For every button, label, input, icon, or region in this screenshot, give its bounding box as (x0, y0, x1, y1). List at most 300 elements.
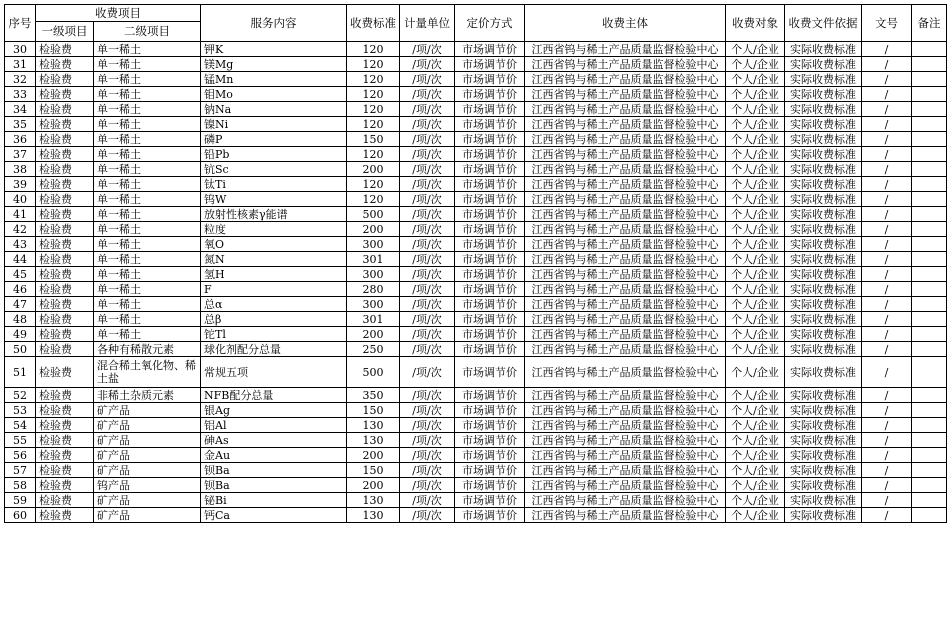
cell-doc-no: / (862, 267, 912, 282)
cell-basis: 实际收费标准 (785, 117, 862, 132)
table-row (5, 282, 947, 297)
cell-standard: 130 (347, 418, 400, 433)
cell-level2: 各种有稀散元素 (94, 342, 201, 357)
cell-level2: 单一稀土 (94, 282, 201, 297)
cell-level2: 单一稀土 (94, 252, 201, 267)
cell-standard: 150 (347, 463, 400, 478)
cell-level2: 钨产品 (94, 478, 201, 493)
table-row (5, 237, 947, 252)
cell-service: 常规五项 (201, 357, 347, 388)
cell-basis: 实际收费标准 (785, 132, 862, 147)
cell-standard: 120 (347, 192, 400, 207)
cell-standard: 300 (347, 297, 400, 312)
cell-seq: 31 (5, 57, 36, 72)
cell-level2: 矿产品 (94, 403, 201, 418)
cell-remark (912, 418, 947, 433)
cell-unit: /项/次 (400, 297, 455, 312)
cell-seq: 51 (5, 357, 36, 388)
table-row (5, 297, 947, 312)
cell-subject: 江西省钨与稀土产品质量监督检验中心 (525, 508, 726, 523)
cell-level2: 单一稀土 (94, 297, 201, 312)
cell-pricing: 市场调节价 (455, 162, 525, 177)
cell-standard: 500 (347, 207, 400, 222)
cell-unit: /项/次 (400, 463, 455, 478)
cell-unit: /项/次 (400, 177, 455, 192)
cell-service: 总β (201, 312, 347, 327)
cell-level2: 混合稀土氧化物、稀土盐 (94, 357, 201, 388)
cell-level2: 单一稀土 (94, 192, 201, 207)
cell-remark (912, 342, 947, 357)
cell-service: 钾K (201, 42, 347, 57)
cell-subject: 江西省钨与稀土产品质量监督检验中心 (525, 72, 726, 87)
cell-seq: 50 (5, 342, 36, 357)
cell-service: 砷As (201, 433, 347, 448)
table-row (5, 433, 947, 448)
cell-remark (912, 87, 947, 102)
cell-target: 个人/企业 (726, 222, 785, 237)
cell-target: 个人/企业 (726, 177, 785, 192)
cell-basis: 实际收费标准 (785, 478, 862, 493)
cell-seq: 48 (5, 312, 36, 327)
cell-pricing: 市场调节价 (455, 57, 525, 72)
cell-remark (912, 72, 947, 87)
cell-subject: 江西省钨与稀土产品质量监督检验中心 (525, 222, 726, 237)
cell-service: 铋Bi (201, 493, 347, 508)
cell-subject: 江西省钨与稀土产品质量监督检验中心 (525, 57, 726, 72)
cell-unit: /项/次 (400, 252, 455, 267)
cell-subject: 江西省钨与稀土产品质量监督检验中心 (525, 132, 726, 147)
cell-level2: 矿产品 (94, 433, 201, 448)
cell-pricing: 市场调节价 (455, 312, 525, 327)
table-row (5, 463, 947, 478)
cell-service: 粒度 (201, 222, 347, 237)
cell-unit: /项/次 (400, 57, 455, 72)
cell-unit: /项/次 (400, 493, 455, 508)
cell-standard: 130 (347, 508, 400, 523)
cell-subject: 江西省钨与稀土产品质量监督检验中心 (525, 117, 726, 132)
cell-subject: 江西省钨与稀土产品质量监督检验中心 (525, 42, 726, 57)
cell-basis: 实际收费标准 (785, 312, 862, 327)
cell-level1: 检验费 (36, 162, 94, 177)
cell-remark (912, 388, 947, 403)
cell-remark (912, 403, 947, 418)
cell-remark (912, 357, 947, 388)
cell-subject: 江西省钨与稀土产品质量监督检验中心 (525, 192, 726, 207)
cell-standard: 300 (347, 237, 400, 252)
cell-unit: /项/次 (400, 433, 455, 448)
cell-target: 个人/企业 (726, 102, 785, 117)
cell-service: 铝Al (201, 418, 347, 433)
cell-subject: 江西省钨与稀土产品质量监督检验中心 (525, 342, 726, 357)
cell-service: 钡Ba (201, 478, 347, 493)
cell-level1: 检验费 (36, 493, 94, 508)
cell-service: 钡Ba (201, 463, 347, 478)
table-row (5, 207, 947, 222)
cell-level1: 检验费 (36, 312, 94, 327)
cell-doc-no: / (862, 448, 912, 463)
cell-remark (912, 207, 947, 222)
cell-standard: 120 (347, 177, 400, 192)
cell-seq: 45 (5, 267, 36, 282)
cell-level2: 单一稀土 (94, 327, 201, 342)
cell-target: 个人/企业 (726, 342, 785, 357)
table-row (5, 493, 947, 508)
cell-level1: 检验费 (36, 117, 94, 132)
cell-service: 镍Ni (201, 117, 347, 132)
cell-unit: /项/次 (400, 478, 455, 493)
table-row (5, 147, 947, 162)
cell-target: 个人/企业 (726, 267, 785, 282)
cell-target: 个人/企业 (726, 463, 785, 478)
cell-level2: 单一稀土 (94, 222, 201, 237)
cell-standard: 150 (347, 403, 400, 418)
cell-doc-no: / (862, 72, 912, 87)
cell-subject: 江西省钨与稀土产品质量监督检验中心 (525, 463, 726, 478)
cell-doc-no: / (862, 282, 912, 297)
cell-doc-no: / (862, 237, 912, 252)
cell-basis: 实际收费标准 (785, 297, 862, 312)
table-row (5, 192, 947, 207)
cell-level2: 单一稀土 (94, 147, 201, 162)
cell-service: 钠Na (201, 102, 347, 117)
cell-seq: 33 (5, 87, 36, 102)
cell-doc-no: / (862, 297, 912, 312)
cell-basis: 实际收费标准 (785, 207, 862, 222)
cell-basis: 实际收费标准 (785, 177, 862, 192)
cell-seq: 30 (5, 42, 36, 57)
fee-table (4, 4, 947, 523)
cell-service: 钨W (201, 192, 347, 207)
header-service: 服务内容 (201, 5, 347, 42)
cell-standard: 120 (347, 57, 400, 72)
cell-service: NFB配分总量 (201, 388, 347, 403)
cell-level2: 单一稀土 (94, 312, 201, 327)
header-level2: 二级项目 (94, 22, 201, 42)
cell-basis: 实际收费标准 (785, 388, 862, 403)
cell-seq: 57 (5, 463, 36, 478)
table-row (5, 357, 947, 388)
cell-remark (912, 297, 947, 312)
cell-subject: 江西省钨与稀土产品质量监督检验中心 (525, 237, 726, 252)
cell-level2: 矿产品 (94, 493, 201, 508)
cell-remark (912, 508, 947, 523)
cell-remark (912, 493, 947, 508)
cell-level1: 检验费 (36, 448, 94, 463)
cell-level2: 单一稀土 (94, 162, 201, 177)
cell-standard: 280 (347, 282, 400, 297)
cell-level1: 检验费 (36, 418, 94, 433)
cell-level2: 单一稀土 (94, 267, 201, 282)
cell-basis: 实际收费标准 (785, 493, 862, 508)
cell-service: 氢H (201, 267, 347, 282)
cell-standard: 130 (347, 433, 400, 448)
cell-service: 钛Ti (201, 177, 347, 192)
cell-doc-no: / (862, 388, 912, 403)
cell-unit: /项/次 (400, 418, 455, 433)
cell-standard: 200 (347, 478, 400, 493)
cell-level1: 检验费 (36, 207, 94, 222)
cell-standard: 200 (347, 448, 400, 463)
cell-doc-no: / (862, 403, 912, 418)
cell-pricing: 市场调节价 (455, 327, 525, 342)
cell-subject: 江西省钨与稀土产品质量监督检验中心 (525, 267, 726, 282)
header-target: 收费对象 (726, 5, 785, 42)
cell-basis: 实际收费标准 (785, 463, 862, 478)
cell-target: 个人/企业 (726, 282, 785, 297)
cell-seq: 47 (5, 297, 36, 312)
cell-unit: /项/次 (400, 327, 455, 342)
cell-remark (912, 192, 947, 207)
table-row (5, 342, 947, 357)
cell-target: 个人/企业 (726, 433, 785, 448)
cell-seq: 52 (5, 388, 36, 403)
cell-basis: 实际收费标准 (785, 327, 862, 342)
cell-level1: 检验费 (36, 222, 94, 237)
cell-doc-no: / (862, 433, 912, 448)
cell-unit: /项/次 (400, 312, 455, 327)
cell-pricing: 市场调节价 (455, 132, 525, 147)
cell-target: 个人/企业 (726, 252, 785, 267)
cell-standard: 120 (347, 117, 400, 132)
cell-standard: 120 (347, 102, 400, 117)
cell-level2: 单一稀土 (94, 102, 201, 117)
cell-target: 个人/企业 (726, 147, 785, 162)
cell-service: 氮N (201, 252, 347, 267)
cell-standard: 120 (347, 42, 400, 57)
cell-level1: 检验费 (36, 297, 94, 312)
cell-doc-no: / (862, 147, 912, 162)
cell-basis: 实际收费标准 (785, 57, 862, 72)
cell-doc-no: / (862, 57, 912, 72)
cell-standard: 300 (347, 267, 400, 282)
cell-doc-no: / (862, 102, 912, 117)
table-row (5, 87, 947, 102)
table-row (5, 57, 947, 72)
cell-subject: 江西省钨与稀土产品质量监督检验中心 (525, 418, 726, 433)
cell-level1: 检验费 (36, 433, 94, 448)
cell-pricing: 市场调节价 (455, 282, 525, 297)
cell-level1: 检验费 (36, 508, 94, 523)
cell-doc-no: / (862, 162, 912, 177)
cell-level2: 单一稀土 (94, 72, 201, 87)
cell-level2: 矿产品 (94, 508, 201, 523)
cell-basis: 实际收费标准 (785, 403, 862, 418)
cell-level1: 检验费 (36, 403, 94, 418)
cell-level1: 检验费 (36, 147, 94, 162)
cell-seq: 58 (5, 478, 36, 493)
cell-remark (912, 478, 947, 493)
cell-seq: 49 (5, 327, 36, 342)
cell-subject: 江西省钨与稀土产品质量监督检验中心 (525, 357, 726, 388)
cell-service: 钪Sc (201, 162, 347, 177)
cell-basis: 实际收费标准 (785, 342, 862, 357)
cell-target: 个人/企业 (726, 357, 785, 388)
cell-remark (912, 162, 947, 177)
cell-seq: 46 (5, 282, 36, 297)
cell-remark (912, 102, 947, 117)
cell-service: 放射性核素γ能谱 (201, 207, 347, 222)
cell-level2: 单一稀土 (94, 132, 201, 147)
cell-subject: 江西省钨与稀土产品质量监督检验中心 (525, 297, 726, 312)
header-pricing: 定价方式 (455, 5, 525, 42)
cell-service: 磷P (201, 132, 347, 147)
cell-seq: 44 (5, 252, 36, 267)
table-row (5, 132, 947, 147)
table-row (5, 508, 947, 523)
cell-pricing: 市场调节价 (455, 388, 525, 403)
cell-subject: 江西省钨与稀土产品质量监督检验中心 (525, 478, 726, 493)
cell-level2: 单一稀土 (94, 87, 201, 102)
cell-seq: 37 (5, 147, 36, 162)
cell-seq: 40 (5, 192, 36, 207)
cell-pricing: 市场调节价 (455, 493, 525, 508)
cell-remark (912, 177, 947, 192)
cell-basis: 实际收费标准 (785, 418, 862, 433)
cell-target: 个人/企业 (726, 87, 785, 102)
cell-target: 个人/企业 (726, 72, 785, 87)
cell-basis: 实际收费标准 (785, 237, 862, 252)
cell-standard: 150 (347, 132, 400, 147)
cell-target: 个人/企业 (726, 132, 785, 147)
cell-level1: 检验费 (36, 267, 94, 282)
cell-remark (912, 132, 947, 147)
cell-level1: 检验费 (36, 132, 94, 147)
cell-basis: 实际收费标准 (785, 508, 862, 523)
cell-pricing: 市场调节价 (455, 508, 525, 523)
table-row (5, 448, 947, 463)
cell-level2: 单一稀土 (94, 117, 201, 132)
cell-basis: 实际收费标准 (785, 282, 862, 297)
cell-target: 个人/企业 (726, 42, 785, 57)
cell-target: 个人/企业 (726, 237, 785, 252)
cell-subject: 江西省钨与稀土产品质量监督检验中心 (525, 448, 726, 463)
cell-doc-no: / (862, 342, 912, 357)
cell-pricing: 市场调节价 (455, 87, 525, 102)
cell-basis: 实际收费标准 (785, 448, 862, 463)
cell-standard: 301 (347, 312, 400, 327)
table-row (5, 418, 947, 433)
cell-service: 氧O (201, 237, 347, 252)
cell-service: F (201, 282, 347, 297)
cell-pricing: 市场调节价 (455, 42, 525, 57)
cell-service: 金Au (201, 448, 347, 463)
header-remark: 备注 (912, 5, 947, 42)
cell-unit: /项/次 (400, 448, 455, 463)
table-row (5, 312, 947, 327)
cell-level1: 检验费 (36, 237, 94, 252)
cell-remark (912, 117, 947, 132)
cell-target: 个人/企业 (726, 388, 785, 403)
cell-seq: 36 (5, 132, 36, 147)
cell-remark (912, 252, 947, 267)
cell-pricing: 市场调节价 (455, 117, 525, 132)
cell-service: 球化剂配分总量 (201, 342, 347, 357)
cell-level1: 检验费 (36, 72, 94, 87)
cell-basis: 实际收费标准 (785, 72, 862, 87)
cell-unit: /项/次 (400, 237, 455, 252)
cell-target: 个人/企业 (726, 192, 785, 207)
cell-subject: 江西省钨与稀土产品质量监督检验中心 (525, 312, 726, 327)
cell-pricing: 市场调节价 (455, 72, 525, 87)
cell-pricing: 市场调节价 (455, 102, 525, 117)
table-row (5, 267, 947, 282)
cell-level2: 单一稀土 (94, 57, 201, 72)
cell-subject: 江西省钨与稀土产品质量监督检验中心 (525, 493, 726, 508)
cell-seq: 38 (5, 162, 36, 177)
cell-remark (912, 237, 947, 252)
cell-level1: 检验费 (36, 87, 94, 102)
cell-level1: 检验费 (36, 388, 94, 403)
cell-pricing: 市场调节价 (455, 192, 525, 207)
cell-subject: 江西省钨与稀土产品质量监督检验中心 (525, 388, 726, 403)
cell-pricing: 市场调节价 (455, 463, 525, 478)
cell-seq: 41 (5, 207, 36, 222)
cell-pricing: 市场调节价 (455, 297, 525, 312)
cell-remark (912, 57, 947, 72)
cell-basis: 实际收费标准 (785, 357, 862, 388)
cell-standard: 200 (347, 222, 400, 237)
cell-unit: /项/次 (400, 192, 455, 207)
cell-unit: /项/次 (400, 207, 455, 222)
cell-service: 铅Pb (201, 147, 347, 162)
cell-basis: 实际收费标准 (785, 102, 862, 117)
cell-level1: 检验费 (36, 102, 94, 117)
cell-target: 个人/企业 (726, 327, 785, 342)
cell-unit: /项/次 (400, 357, 455, 388)
cell-unit: /项/次 (400, 222, 455, 237)
cell-seq: 34 (5, 102, 36, 117)
cell-doc-no: / (862, 42, 912, 57)
cell-subject: 江西省钨与稀土产品质量监督检验中心 (525, 403, 726, 418)
cell-seq: 55 (5, 433, 36, 448)
cell-level2: 非稀土杂质元素 (94, 388, 201, 403)
cell-subject: 江西省钨与稀土产品质量监督检验中心 (525, 433, 726, 448)
cell-doc-no: / (862, 252, 912, 267)
cell-target: 个人/企业 (726, 448, 785, 463)
cell-subject: 江西省钨与稀土产品质量监督检验中心 (525, 87, 726, 102)
cell-subject: 江西省钨与稀土产品质量监督检验中心 (525, 207, 726, 222)
table-row (5, 102, 947, 117)
cell-level2: 单一稀土 (94, 207, 201, 222)
cell-remark (912, 42, 947, 57)
cell-service: 铊Tl (201, 327, 347, 342)
cell-standard: 130 (347, 493, 400, 508)
cell-remark (912, 433, 947, 448)
cell-service: 钼Mo (201, 87, 347, 102)
cell-remark (912, 267, 947, 282)
cell-service: 总α (201, 297, 347, 312)
cell-remark (912, 147, 947, 162)
cell-unit: /项/次 (400, 162, 455, 177)
cell-doc-no: / (862, 327, 912, 342)
cell-seq: 59 (5, 493, 36, 508)
cell-standard: 120 (347, 147, 400, 162)
cell-doc-no: / (862, 493, 912, 508)
cell-subject: 江西省钨与稀土产品质量监督检验中心 (525, 102, 726, 117)
cell-subject: 江西省钨与稀土产品质量监督检验中心 (525, 162, 726, 177)
cell-service: 银Ag (201, 403, 347, 418)
cell-doc-no: / (862, 117, 912, 132)
cell-seq: 32 (5, 72, 36, 87)
cell-subject: 江西省钨与稀土产品质量监督检验中心 (525, 147, 726, 162)
cell-unit: /项/次 (400, 87, 455, 102)
table-row (5, 177, 947, 192)
cell-unit: /项/次 (400, 388, 455, 403)
cell-level2: 矿产品 (94, 463, 201, 478)
table-row (5, 403, 947, 418)
header-doc-no: 文号 (862, 5, 912, 42)
cell-standard: 350 (347, 388, 400, 403)
